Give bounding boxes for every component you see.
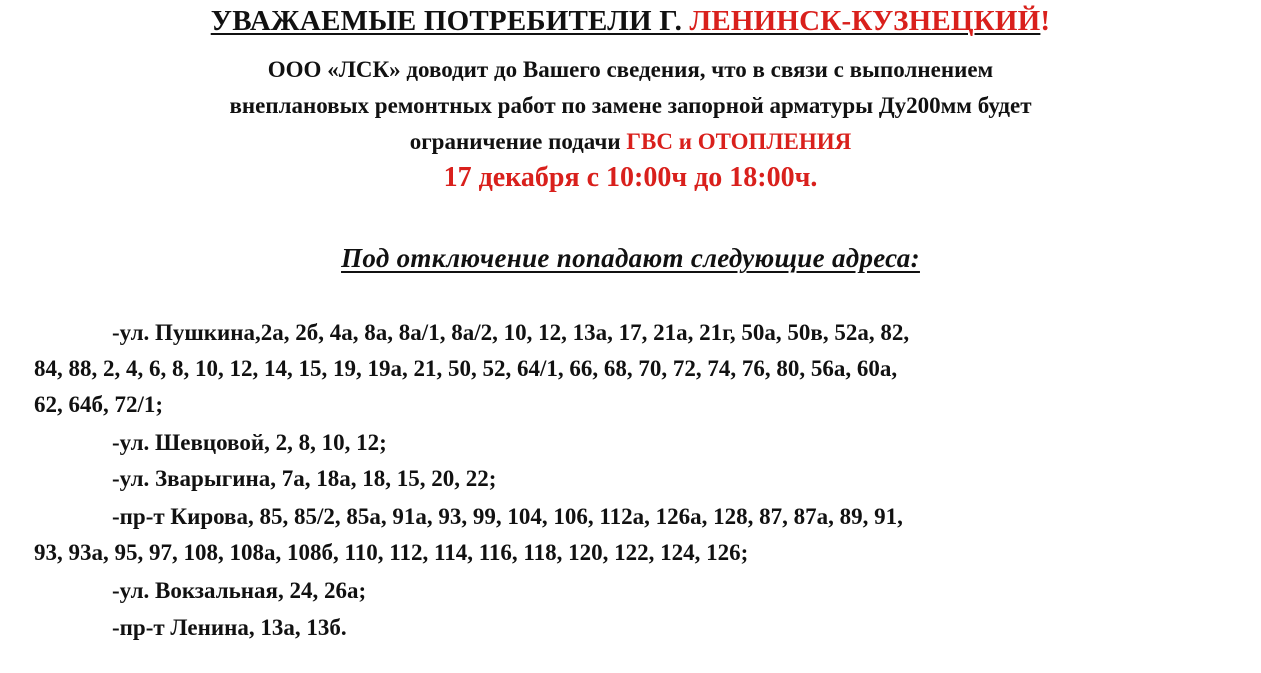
- intro-line-2: внеплановых ремонтных работ по замене запорной арматуры Ду200мм будет: [229, 93, 1032, 118]
- address-line: -ул. Шевцовой, 2, 8, 10, 12;: [112, 430, 387, 455]
- intro-line-1: ООО «ЛСК» доводит до Вашего сведения, что в связи с выполнением: [267, 57, 994, 82]
- services-highlight: ГВС и ОТОПЛЕНИЯ: [626, 129, 852, 154]
- intro-line-3-start: ограничение подачи: [409, 129, 627, 154]
- title-underlined: [211, 5, 1041, 37]
- notice-title: [0, 4, 1261, 38]
- intro-line-3: [0, 127, 1261, 157]
- addresses-subheading: [0, 241, 1261, 275]
- address-line: 93, 93а, 95, 97, 108, 108а, 108б, 110, 112, 114, 116, 118, 120, 122, 124, 126;: [34, 540, 749, 565]
- address-line: 62, 64б, 72/1;: [34, 392, 164, 417]
- address-line: 84, 88, 2, 4, 6, 8, 10, 12, 14, 15, 19, 19а, 21, 50, 52, 64/1, 66, 68, 70, 72, 74, 76, 80, 56а, 60а,: [34, 356, 898, 381]
- outage-datetime: 17 декабря с 10:00ч до 18:00ч.: [443, 162, 818, 193]
- address-line: -пр-т Кирова, 85, 85/2, 85а, 91а, 93, 99, 104, 106, 112а, 126а, 128, 87, 87а, 89, 91,: [112, 504, 903, 529]
- address-line: -пр-т Ленина, 13а, 13б.: [112, 615, 347, 640]
- addresses-subheading-text: Под отключение попадают следующие адреса:: [341, 243, 920, 273]
- title-city: ЛЕНИНСК-КУЗНЕЦКИЙ: [689, 5, 1041, 37]
- title-part1: УВАЖАЕМЫЕ ПОТРЕБИТЕЛИ Г.: [210, 5, 690, 37]
- address-line: -ул. Зварыгина, 7а, 18а, 18, 15, 20, 22;: [112, 466, 497, 491]
- address-line: -ул. Вокзальная, 24, 26а;: [112, 578, 367, 603]
- title-exclamation: !: [1040, 5, 1051, 37]
- address-line: -ул. Пушкина,2а, 2б, 4а, 8а, 8а/1, 8а/2, 10, 12, 13а, 17, 21а, 21г, 50а, 50в, 52а, 82,: [112, 320, 910, 345]
